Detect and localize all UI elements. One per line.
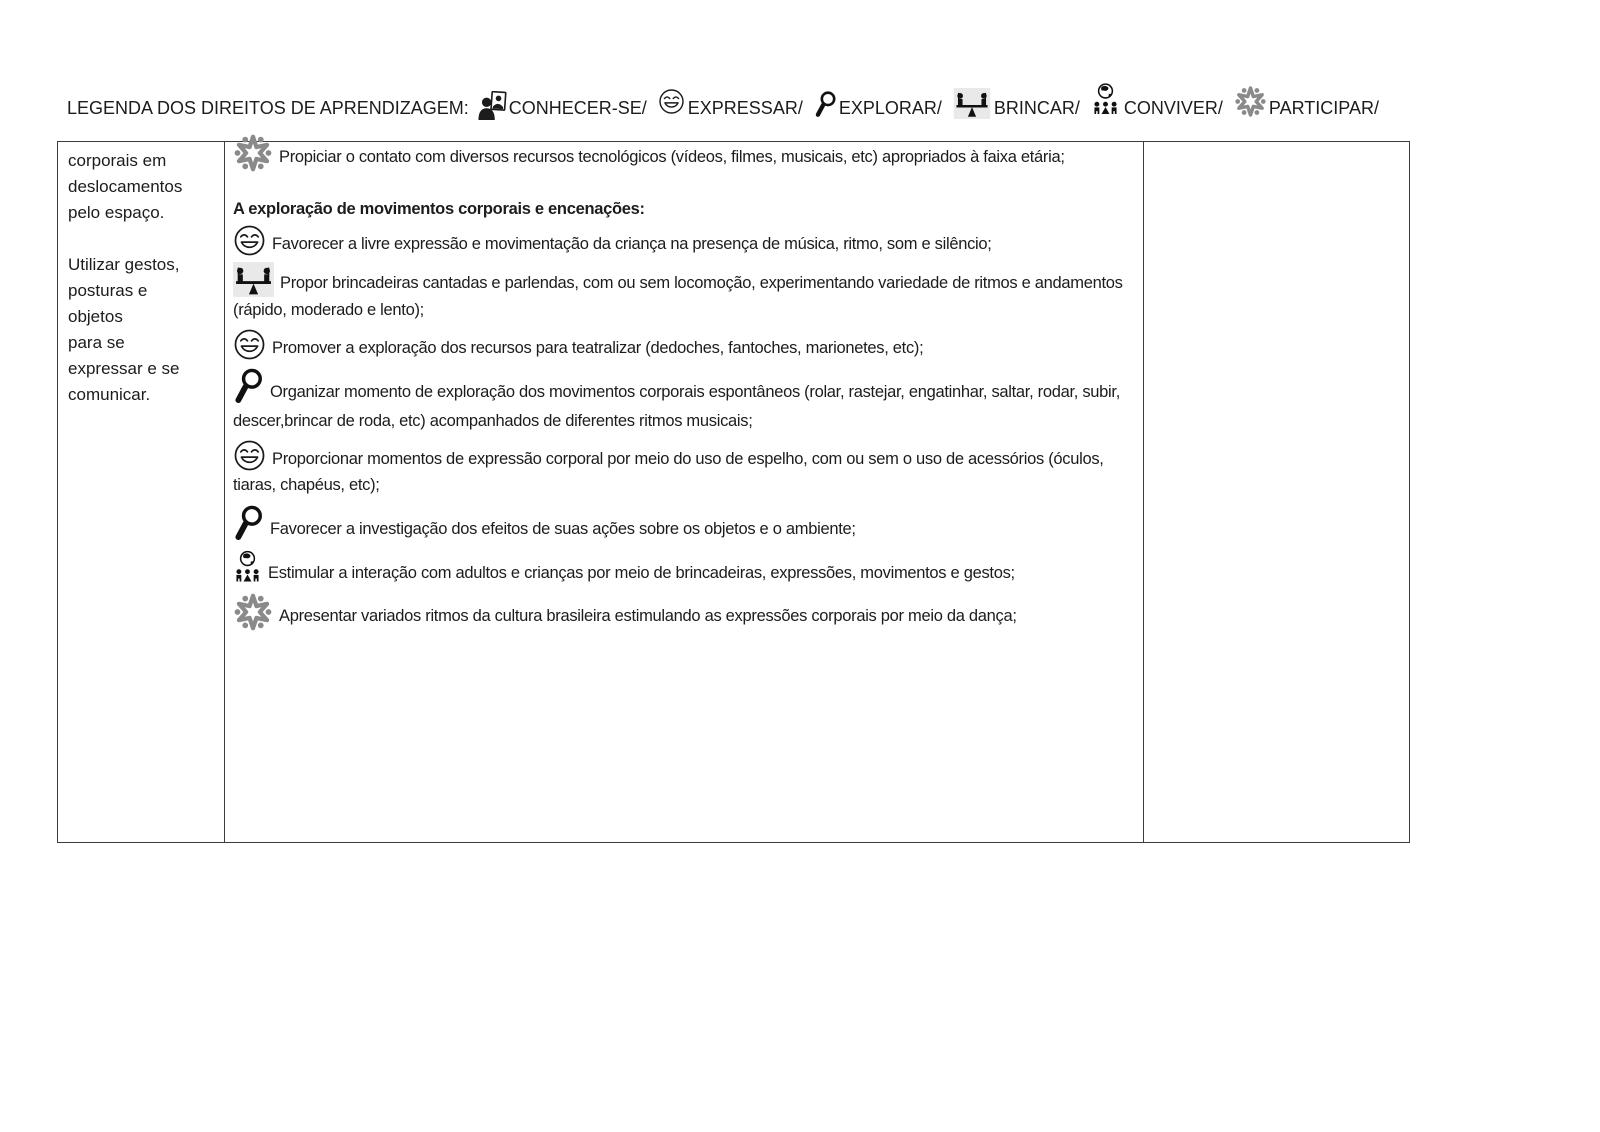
activity-item <box>233 439 1129 498</box>
activity-text: Favorecer a investigação dos efeitos de suas ações sobre os objetos e o ambiente; <box>270 520 856 538</box>
legend-item-label: EXPRESSAR/ <box>687 98 803 118</box>
legend <box>67 80 1390 120</box>
objective-line: deslocamentos <box>68 177 183 196</box>
activities-column <box>225 142 1144 842</box>
activity-item <box>233 224 1129 257</box>
section-heading-text: A exploração de movimentos corporais e encenações: <box>233 200 645 218</box>
objective-line: posturas e <box>68 281 148 300</box>
objective-line: pelo espaço. <box>68 203 165 222</box>
expressar-icon <box>233 224 266 257</box>
conviver-icon <box>233 550 262 587</box>
participar-icon <box>233 133 273 173</box>
legend-item-label: EXPLORAR/ <box>838 98 942 118</box>
activity-item <box>233 366 1129 434</box>
activity-text: Organizar momento de exploração dos movimentos corporais espontâneos (rolar, rastejar, engatinhar, saltar, rodar, subir, descer,brincar de roda, etc) acompanhados de diferentes ritmos musicais; <box>233 383 1120 430</box>
legend-item <box>1091 81 1223 120</box>
learning-rights-table <box>57 141 1410 843</box>
legend-item-label: CONHECER-SE/ <box>508 98 647 118</box>
activity-text: Favorecer a livre expressão e movimentação da criança na presença de música, ritmo, som e silêncio; <box>272 235 992 253</box>
objective-paragraph <box>68 148 216 226</box>
participar-icon <box>1234 85 1267 118</box>
legend-items <box>477 81 1390 120</box>
legend-item <box>1234 85 1379 120</box>
objective-line: comunicar. <box>68 385 151 404</box>
explorar-icon <box>233 503 264 545</box>
participar-icon <box>233 592 273 632</box>
objective-line: expressar e se <box>68 359 180 378</box>
legend-item-label: PARTICIPAR/ <box>1268 98 1379 118</box>
activity-item <box>233 262 1129 323</box>
objective-line: Utilizar gestos, <box>68 255 180 274</box>
activity-text: Promover a exploração dos recursos para teatralizar (dedoches, fantoches, marionetes, etc); <box>272 339 924 357</box>
explorar-icon <box>814 90 837 120</box>
activity-text: Estimular a interação com adultos e crianças por meio de brincadeiras, expressões, movimentos e gestos; <box>268 564 1015 582</box>
expressar-icon <box>658 88 685 115</box>
activity-item <box>233 503 1129 545</box>
activity-text: Propor brincadeiras cantadas e parlendas, com ou sem locomoção, experimentando variedade de ritmos e andamentos (rápido, moderado e lento); <box>233 274 1123 319</box>
activity-item <box>233 550 1129 587</box>
legend-item <box>814 90 942 120</box>
empty-column <box>1144 142 1409 842</box>
legend-item-label: BRINCAR/ <box>993 98 1080 118</box>
conhecer-se-icon <box>477 91 508 120</box>
legend-item <box>953 88 1080 120</box>
objective-line: corporais em <box>68 151 167 170</box>
activity-text: Proporcionar momentos de expressão corporal por meio do uso de espelho, com ou sem o uso de acessórios (óculos, tiaras, chapéus, etc); <box>233 450 1104 494</box>
objective-line: objetos <box>68 307 123 326</box>
expressar-icon <box>233 439 266 472</box>
activity-text: Apresentar variados ritmos da cultura brasileira estimulando as expressões corporais por meio da dança; <box>279 607 1017 625</box>
activity-text: Propiciar o contato com diversos recursos tecnológicos (vídeos, filmes, musicais, etc) apropriados à faixa etária; <box>279 148 1065 166</box>
section-heading <box>233 196 1129 222</box>
activity-item <box>233 144 1129 173</box>
conviver-icon <box>1091 81 1120 121</box>
brincar-icon <box>233 262 274 297</box>
objective-paragraph <box>68 252 216 408</box>
activity-item <box>233 328 1129 361</box>
legend-title: LEGENDA DOS DIREITOS DE APRENDIZAGEM: <box>67 98 469 118</box>
legend-item-label: CONVIVER/ <box>1123 98 1223 118</box>
objectives-column <box>58 142 225 842</box>
legend-item <box>477 91 647 120</box>
brincar-icon <box>953 88 991 119</box>
activity-item <box>233 592 1129 632</box>
legend-item <box>658 88 803 120</box>
expressar-icon <box>233 328 266 361</box>
objective-line: para se <box>68 333 125 352</box>
explorar-icon <box>233 366 264 408</box>
